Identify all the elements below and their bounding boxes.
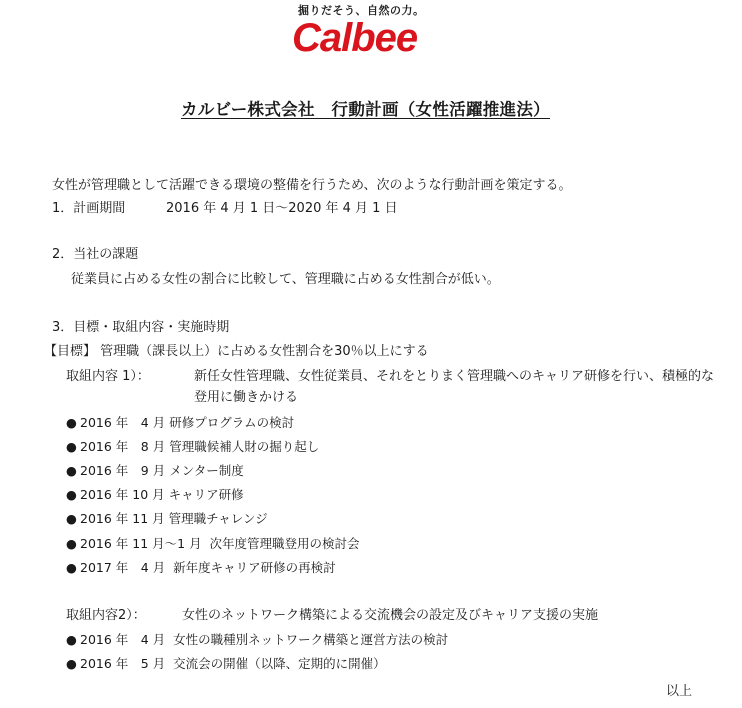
intro-text: 女性が管理職として活躍できる環境の整備を行うため、次のような行動計画を策定する。 [52, 178, 572, 193]
section1-heading: 1．計画期間 [52, 201, 126, 216]
document-title: カルビー株式会社 行動計画（女性活躍推進法） [181, 100, 550, 119]
initiative1-item [66, 510, 268, 528]
item-text: 新年度キャリア研修の再検討 [173, 560, 336, 575]
item-text: 交流会の開催（以降、定期的に開催） [173, 656, 386, 671]
item-text: 管理職チャレンジ [168, 511, 268, 526]
item-date: 2016 年 5 月 [80, 656, 166, 671]
initiative1-item [66, 462, 244, 480]
item-text: 管理職候補人財の掘り起し [169, 439, 320, 454]
initiative1-item [66, 486, 244, 504]
bullet-icon: ● [66, 415, 77, 430]
initiative1-text-line1: 新任女性管理職、女性従業員、それをとりまく管理職へのキャリア研修を行い、積極的な [194, 369, 715, 384]
brand-tagline: 掘りだそう、自然の力。 [298, 4, 425, 17]
initiative2-text: 女性のネットワーク構築による交流機会の設定及びキャリア支援の実施 [182, 608, 599, 623]
section3-heading: 3．目標・取組内容・実施時期 [52, 320, 230, 335]
initiative1-text-line2: 登用に働きかける [194, 390, 299, 405]
bullet-icon: ● [66, 632, 77, 647]
item-text: 次年度管理職登用の検討会 [209, 536, 360, 551]
bullet-icon: ● [66, 487, 77, 502]
initiative2-label: 取組内容2）： [66, 608, 146, 623]
item-date: 2016 年 9 月 [80, 463, 166, 478]
bullet-icon: ● [66, 463, 77, 478]
initiative1-item [66, 438, 319, 456]
section2-body: 従業員に占める女性の割合に比較して、管理職に占める女性割合が低い。 [71, 272, 500, 287]
plan-period-value: 2016 年 4 月 1 日～2020 年 4 月 1 日 [166, 201, 398, 216]
calbee-logo: Calbee [292, 16, 418, 60]
closing-mark: 以上 [666, 684, 693, 699]
bullet-icon: ● [66, 511, 77, 526]
goal-text: 【目標】 管理職（課長以上）に占める女性割合を30％以上にする [44, 344, 429, 359]
item-date: 2016 年 11 月～1 月 [80, 536, 202, 551]
bullet-icon: ● [66, 560, 77, 575]
item-text: キャリア研修 [168, 487, 244, 502]
item-text: メンター制度 [169, 463, 244, 478]
bullet-icon: ● [66, 656, 77, 671]
item-date: 2016 年 4 月 [80, 632, 166, 647]
item-date: 2017 年 4 月 [80, 560, 166, 575]
item-date: 2016 年 11 月 [80, 511, 165, 526]
bullet-icon: ● [66, 439, 77, 454]
initiative2-item [66, 655, 386, 673]
bullet-icon: ● [66, 536, 77, 551]
item-date: 2016 年 10 月 [80, 487, 165, 502]
initiative1-item [66, 414, 294, 432]
initiative2-item [66, 631, 448, 649]
initiative1-item [66, 535, 360, 553]
initiative1-label: 取組内容 1）： [66, 369, 150, 384]
item-text: 女性の職種別ネットワーク構築と運営方法の検討 [173, 632, 449, 647]
initiative1-item [66, 559, 336, 577]
item-date: 2016 年 4 月 [80, 415, 166, 430]
section2-heading: 2．当社の課題 [52, 247, 139, 262]
item-date: 2016 年 8 月 [80, 439, 166, 454]
item-text: 研修プログラムの検討 [169, 415, 295, 430]
